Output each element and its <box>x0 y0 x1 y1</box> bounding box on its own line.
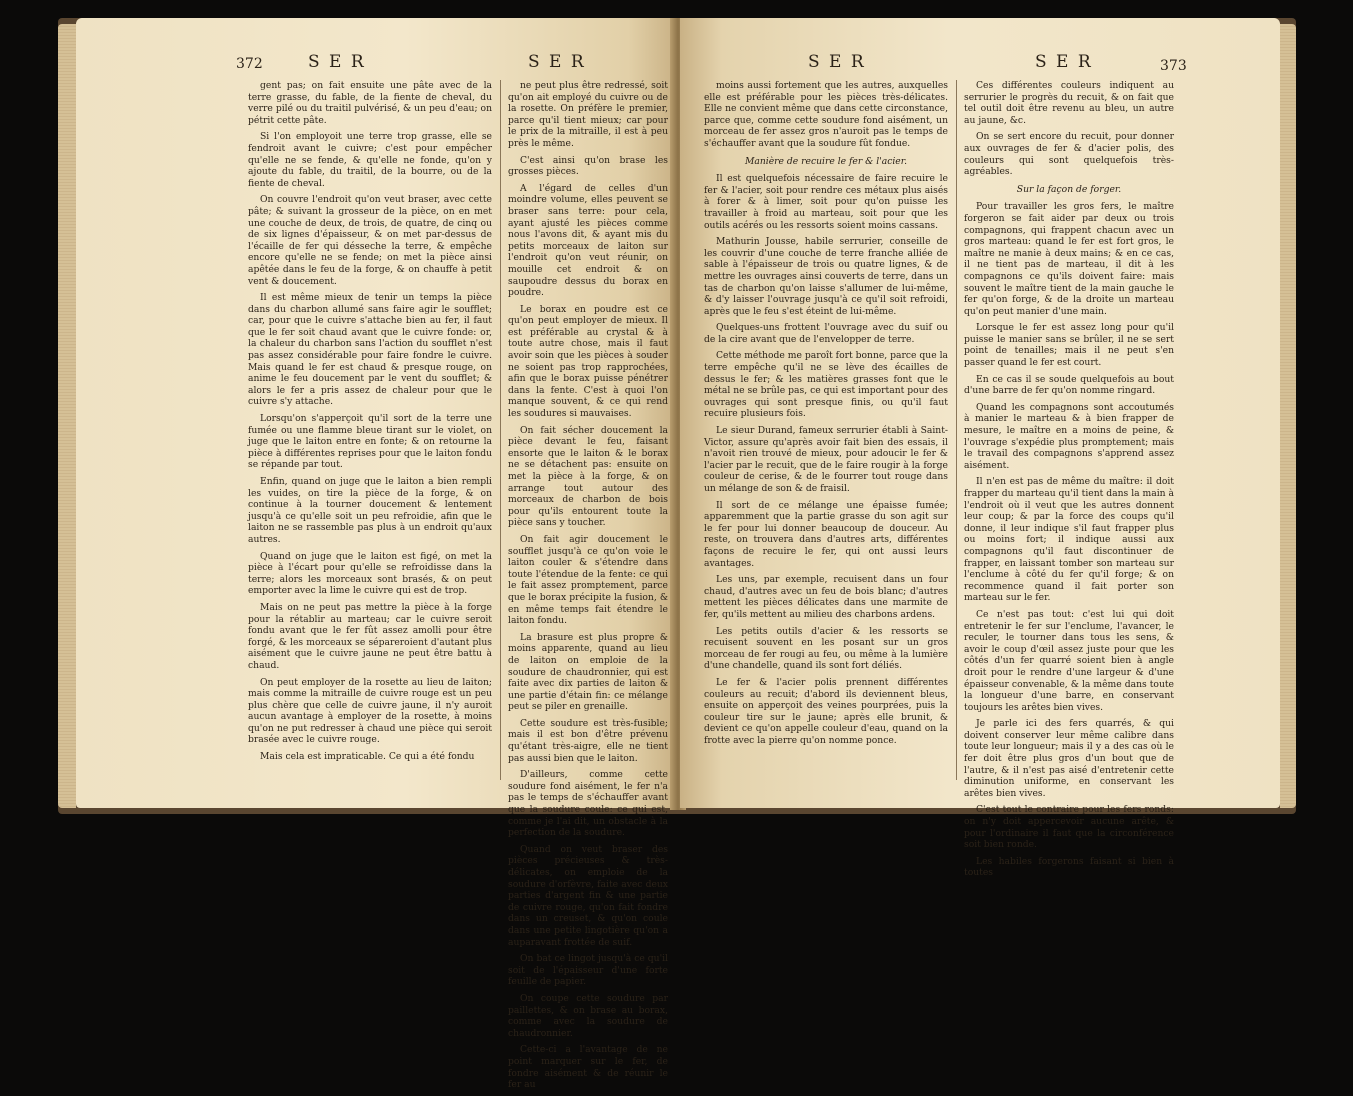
section-title: Manière de recuire le fer & l'acier. <box>744 155 908 167</box>
paragraph: Les habiles forgerons faisant si bien à toutes <box>964 855 1174 879</box>
left-page-number: 372 <box>236 56 263 72</box>
paragraph: Pour travailler les gros fers, le maître forgeron se fait aider par deux ou trois compagnons, qui frappent chacun avec un gros marteau: quand le fer est fort gros, le maître ne manie à deux mains; & en ce cas, il ne tient pas de marteau, il dit à les compagnons ce qu'ils doivent faire: mais souvent le maître tient de la main gauche le fer qu'on forge, & de la droite un marteau qu'on peut manier d'une main. <box>964 201 1174 317</box>
paragraph: Lorsqu'on s'apperçoit qu'il sort de la terre une fumée ou une flamme bleue tirant sur le violet, on juge que le laiton entre en fonte; & on retourne la pièce à différentes reprises pour que le laiton fondu se répande par tout. <box>248 413 492 471</box>
paragraph: Lorsque le fer est assez long pour qu'il puisse le manier sans se brûler, il ne se sert point de tenailles; mais il ne peut s'en passer quand le fer est court. <box>964 322 1174 369</box>
left-column-2 <box>508 80 668 1096</box>
paragraph: Mathurin Jousse, habile serrurier, conseille de les couvrir d'une couche de terre franche alliée de sable à l'épaisseur de trois ou quatre lignes, & de mettre les ouvrages ainsi couverts de terre, dans un tas de charbon qu'on laisse s'allumer de lui-même, & d'y laisser l'ouvrage jusqu'à ce qu'il soit refroidi, après que le feu s'est éteint de lui-même. <box>704 236 948 317</box>
paragraph: Cette méthode me paroît fort bonne, parce que la terre empêche qu'il ne se lève des écailles de dessus le fer; & les matières grasses font que le métal ne se brûle pas, ce qui est important pour des ouvrages qui sont presque finis, ou qu'il faut recuire plusieurs fois. <box>704 350 948 420</box>
paragraph: ne peut plus être redressé, soit qu'on ait employé du cuivre ou de la rosette. On préfère le premier, parce qu'il tient mieux; car pour le prix de la mitraille, il est à peu près le même. <box>508 80 668 149</box>
right-header-title-1: S E R <box>808 52 866 72</box>
paragraph: En ce cas il se soude quelquefois au bout d'une barre de fer qu'on nomme ringard. <box>964 373 1174 397</box>
paragraph: Il est même mieux de tenir un temps la pièce dans du charbon allumé sans faire agir le soufflet; car, pour que le cuivre s'attache bien au fer, il faut que le fer soit chaud avant que le cuivre fonde: or, la chaleur du charbon sans l'action du soufflet n'est pas assez considérable pour faire fondre le cuivre. Mais quand le fer est chaud & presque rouge, on anime le feu doucement par le vent du soufflet; & alors le fer a pris assez de chaleur pour que le cuivre s'y attache. <box>248 292 492 408</box>
paragraph: Ces différentes couleurs indiquent au serrurier le progrès du recuit, & on fait que tel outil doit être revenu au bleu, un autre au jaune, &c. <box>964 80 1174 126</box>
paragraph: On fait sécher doucement la pièce devant le feu, faisant ensorte que le laiton & le borax ne se détachent pas: ensuite on met la pièce à la forge, & on arrange tout autour des morceaux de charbon de bois pour qu'ils entourent toute la pièce sans y toucher. <box>508 424 668 529</box>
paragraph: Le borax en poudre est ce qu'on peut employer de mieux. Il est préférable au crystal & à toute autre chose, mais il faut avoir soin que les pièces à souder ne soient pas trop rapprochées, afin que le borax puisse pénétrer dans la fente. C'est à quoi l'on manque souvent, & ce qui rend les soudures si mauvaises. <box>508 303 668 420</box>
paragraph: Les petits outils d'acier & les ressorts se recuisent souvent en les posant sur un gros morceau de fer rougi au feu, ou même à la lumière d'une chandelle, quand ils sont fort déliés. <box>704 625 948 672</box>
paragraph: On peut employer de la rosette au lieu de laiton; mais comme la mitraille de cuivre rouge est un peu plus chère que celle de cuivre jaune, il n'y auroit aucun avantage à employer de la rosette, à moins qu'on ne put redresser à chaud une pièce qui seroit brasée avec le cuivre rouge. <box>248 676 492 746</box>
right-column-2 <box>964 80 1174 884</box>
left-column-rule <box>500 80 501 780</box>
paragraph: Cette-ci a l'avantage de ne point marquer sur le fer, de fondre aisément & de réunir le fer au <box>508 1044 668 1091</box>
paragraph: Il n'en est pas de même du maître: il doit frapper du marteau qu'il tient dans la main à l'endroit où il veut que les autres donnent leur coup; & par la force des coups qu'il donne, il leur indique s'il faut frapper plus ou moins fort; il indique aussi aux compagnons qu'il faut discontinuer de frapper, en laissant tomber son marteau sur l'enclume à côté du fer qu'il forge; & on recommence quand il fait porter son marteau sur le fer. <box>964 476 1174 604</box>
paragraph: Ce n'est pas tout: c'est lui qui doit entretenir le fer sur l'enclume, l'avancer, le reculer, le tourner dans tous les sens, & avoir le coup d'œil assez juste pour que les côtés d'un fer quarré soient bien à angle droit pour le rendre d'une largeur & d'une épaisseur convenable, & la même dans toute la longueur d'une barre, en conservant toujours les arêtes bien vives. <box>964 608 1174 713</box>
paragraph: C'est tout le contraire pour les fers ronds: on n'y doit appercevoir aucune arête, & pour l'ordinaire il faut que la circonférence soit bien ronde. <box>964 804 1174 851</box>
right-page <box>680 18 1280 879</box>
paragraph: Si l'on employoit une terre trop grasse, elle se fendroit avant le cuivre; c'est pour empêcher qu'elle ne se fende, & qu'elle ne fonde, qu'on y ajoute du fable, du traitil, de la bourre, ou de la fiente de cheval. <box>248 131 492 189</box>
paragraph: moins aussi fortement que les autres, auxquelles elle est préférable pour les pièces très-délicates. Elle ne convient même que dans cette circonstance, parce que, comme cette soudure fond aisément, un morceau de fer assez gros n'auroit pas le temps de s'échauffer avant que la soudure fût fondue. <box>704 80 948 149</box>
paragraph: Le sieur Durand, fameux serrurier établi à Saint-Victor, assure qu'après avoir fait bien des essais, il n'avoit rien trouvé de mieux, pour adoucir le fer & l'acier par le recuit, que de le faire rougir à la forge couleur de cerise, & de le fourrer tout rouge dans un mélange de son & de fraisil. <box>704 425 948 494</box>
paragraph: Il est quelquefois nécessaire de faire recuire le fer & l'acier, soit pour rendre ces métaux plus aisés à forer & à limer, soit pour qu'on puisse les travailler à froid au marteau, soit pour que les outils acérés ou les ressorts soient moins cassans. <box>704 173 948 231</box>
paragraph: gent pas; on fait ensuite une pâte avec de la terre grasse, du fable, de la fiente de cheval, du verre pilé ou du traitil pulvérisé, & un peu d'eau; on pétrit cette pâte. <box>248 80 492 126</box>
right-column-rule <box>956 80 957 780</box>
left-column-1 <box>248 80 492 768</box>
paragraph: Quelques-uns frottent l'ouvrage avec du suif ou de la cire avant que de l'envelopper de terre. <box>704 322 948 345</box>
right-page-header <box>680 52 1280 76</box>
paragraph: On couvre l'endroit qu'on veut braser, avec cette pâte; & suivant la grosseur de la pièce, on en met une couche de deux, de trois, de quatre, de cinq ou de six lignes d'épaisseur, & on met par-dessus de l'écaille de fer qui désseche la terre, & empêche encore qu'elle ne se fende; on met la pièce ainsi apêtée dans le feu de la forge, & on chauffe à petit vent & doucement. <box>248 194 492 287</box>
paragraph: A l'égard de celles d'un moindre volume, elles peuvent se braser sans terre: pour cela, ayant ajusté les pièces comme nous l'avons dit, & ayant mis du petits morceaux de laiton sur l'endroit qu'on veut réunir, on mouille cet endroit & on saupoudre dessus du borax en poudre. <box>508 182 668 299</box>
left-header-title-1: S E R <box>308 52 366 72</box>
paragraph: Il sort de ce mélange une épaisse fumée; apparemment que la partie grasse du son agit sur le fer pour lui donner beaucoup de douceur. Au reste, on trouvera dans d'autres arts, différentes façons de recuire le fer, qui ont aussi leurs avantages. <box>704 499 948 569</box>
left-page <box>76 18 676 1091</box>
left-page-header <box>76 52 676 76</box>
right-column-1 <box>704 80 948 751</box>
paragraph: D'ailleurs, comme cette soudure fond aisément, le fer n'a pas le temps de s'échauffer avant que la soudure coule: ce qui est, comme je l'ai dit, un obstacle à la perfection de la soudure. <box>508 769 668 839</box>
paragraph: On se sert encore du recuit, pour donner aux ouvrages de fer & d'acier polis, des couleurs qui sont quelquefois très-agréables. <box>964 131 1174 178</box>
paragraph: Mais on ne peut pas mettre la pièce à la forge pour la rétablir au marteau; car le cuivre seroit fondu avant que le fer fût assez amolli pour être forgé, & les morceaux se sépareroient d'autant plus aisément que le cuivre jaune ne peut être battu à chaud. <box>248 601 492 671</box>
paragraph: Quand on veut braser des pièces précieuses & très-délicates, on emploie de la soudure d'orfèvre, faite avec deux parties d'argent fin & une partie de cuivre rouge, qu'on fait fondre dans un creuset, & qu'on coule dans une petite lingotière qu'on a auparavant frottée de suif. <box>508 843 668 948</box>
paragraph: Les uns, par exemple, recuisent dans un four chaud, d'autres avec un feu de bois blanc; d'autres mettent les pièces délicates dans une marmite de fer, qu'ils mettent au milieu des charbons ardens. <box>704 574 948 620</box>
paragraph: On fait agir doucement le soufflet jusqu'à ce qu'on voie le laiton couler & s'étendre dans toute l'étendue de la fente: ce qui le fait assez promptement, parce que le borax précipite la fusion, & en même temps fait étendre le laiton fondu. <box>508 533 668 627</box>
section-title: Sur la façon de forger. <box>1016 183 1122 195</box>
paragraph: Mais cela est impraticable. Ce qui a été fondu <box>260 751 475 763</box>
paragraph: Quand on juge que le laiton est figé, on met la pièce à l'écart pour qu'elle se refroidisse dans la terre; alors les morceaux sont brasés, & on peut emporter avec la lime le cuivre qui est de trop. <box>248 550 492 597</box>
paragraph: Quand les compagnons sont accoutumés à manier le marteau & à bien frapper de mesure, le maître en a moins de peine, & l'ouvrage s'expédie plus promptement; mais le travail des compagnons s'apprend assez aisément. <box>964 401 1174 471</box>
paragraph: Cette soudure est très-fusible; mais il est bon d'être prévenu qu'étant très-aigre, elle ne tient pas aussi bien que le laiton. <box>508 717 668 764</box>
page-edges-right <box>1280 24 1296 808</box>
paragraph: La brasure est plus propre & moins apparente, quand au lieu de laiton on emploie de la soudure de chaudronnier, qui est faite avec dix parties de laiton & une partie d'étain fin: ce mélange peut se piler en grenaille. <box>508 631 668 713</box>
right-header-title-2: S E R <box>1035 52 1093 72</box>
paragraph: Le fer & l'acier polis prennent différentes couleurs au recuit; d'abord ils deviennent bleus, ensuite on apperçoit des veines pourprées, puis la couleur tire sur le jaune; après elle brunit, & devient ce qu'on appelle couleur d'eau, quand on la frotte avec la pierre qu'on nomme ponce. <box>704 676 948 746</box>
paragraph: On bat ce lingot jusqu'à ce qu'il soit de l'épaisseur d'une forte feuille de papier. <box>508 953 668 988</box>
page-edges-left <box>58 24 76 808</box>
paragraph: Je parle ici des fers quarrés, & qui doivent conserver leur même calibre dans toute leur longueur; mais il y a des cas où le fer doit être plus gros d'un bout que de l'autre, & il n'est pas aisé d'entretenir cette diminution uniforme, en conservant les arêtes bien vives. <box>964 718 1174 799</box>
open-book <box>58 18 1296 1091</box>
paragraph: C'est ainsi qu'on brase les grosses pièces. <box>508 154 668 178</box>
right-page-number: 373 <box>1160 58 1187 74</box>
left-header-title-2: S E R <box>528 52 586 72</box>
paragraph: On coupe cette soudure par paillettes, & on brase au borax, comme avec la soudure de chaudronnier. <box>508 992 668 1039</box>
paragraph: Enfin, quand on juge que le laiton a bien rempli les vuides, on tire la pièce de la forge, & on continue à la tourner doucement & lentement jusqu'à ce qu'elle soit un peu refroidie, afin que le laiton ne se rassemble pas plus à un endroit qu'aux autres. <box>248 476 492 545</box>
